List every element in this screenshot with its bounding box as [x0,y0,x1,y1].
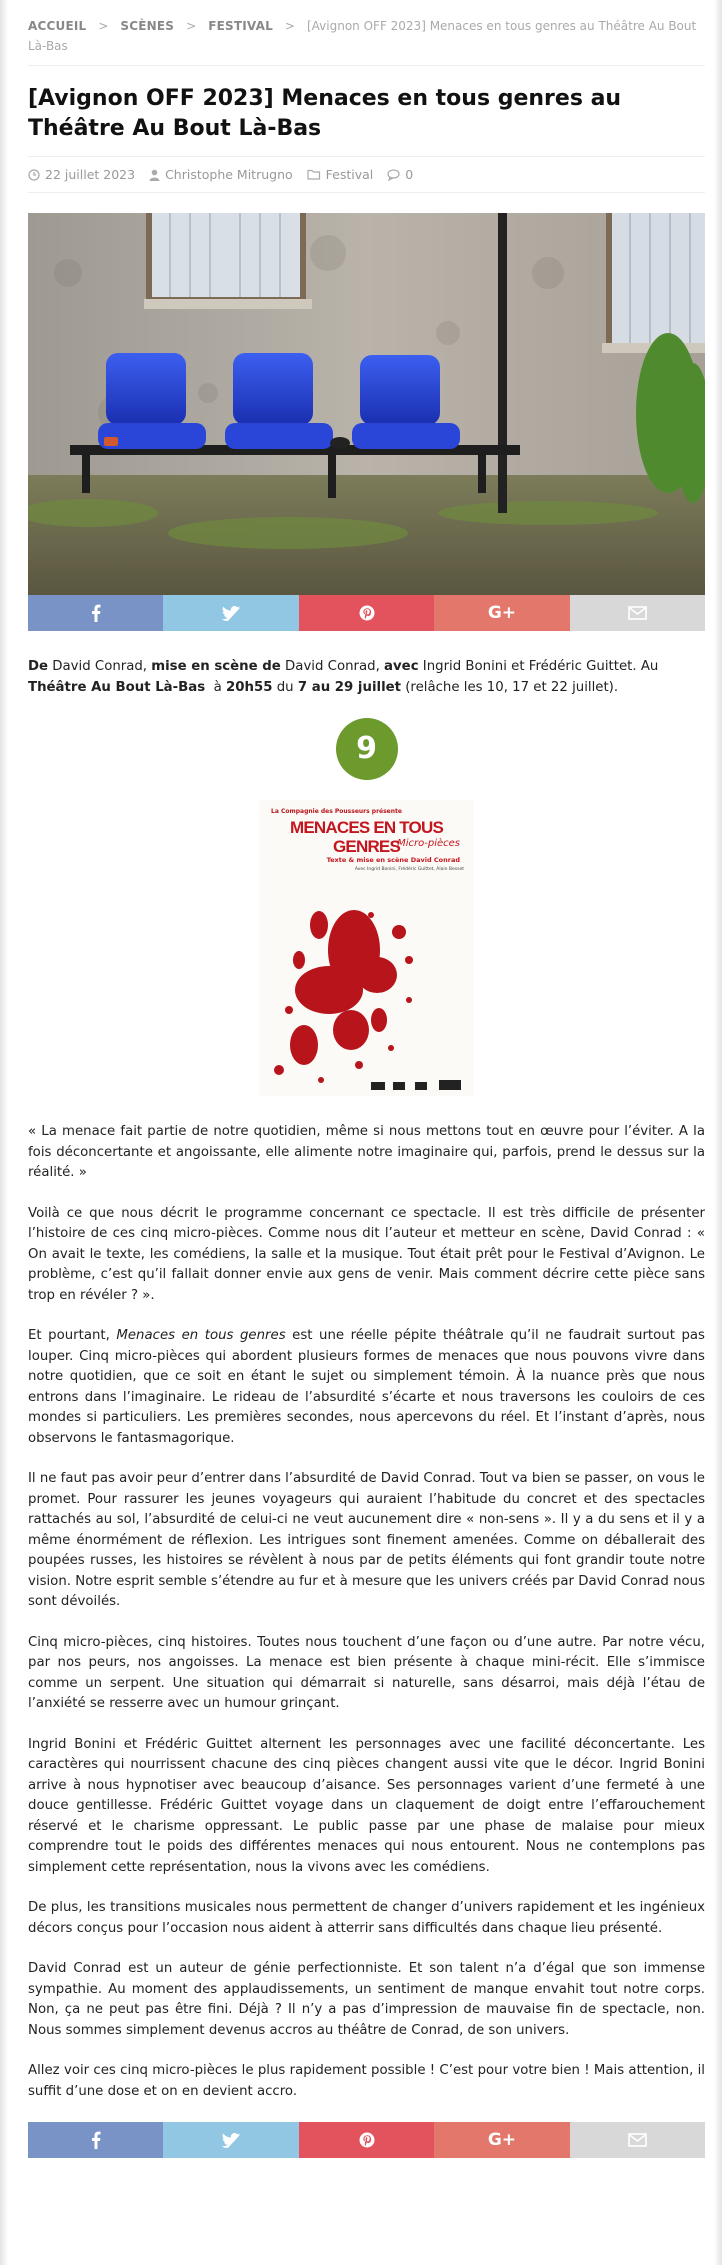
article-paragraph: De plus, les transitions musicales nous permettent de changer d’univers rapidement et les ingénieux décors conçus pour l’occasion nous aident à atterrir sans difficultés dans chaque lieu présenté. [28,1900,705,1936]
poster-subtitle: Micro-pièces [397,838,460,849]
article-paragraph: Il ne faut pas avoir peur d’entrer dans l’absurdité de David Conrad. Tout va bien se passer, on vous le promet. Pour rassurer les jeunes voyageurs qui auraient l’habitude du concret et des spectacles rattachés au sol, l’absurdité de celui-ci ne veut aucunement dire « non-sens ». Il y a du sens et il y a même énormément de réflexion. Les intrigues sont finement amenées. Comme on déballerait des poupées russes, les histoires se révèlent à nous par de petits éléments qui font grandir toute notre vision. Notre esprit semble s’étendre au fur et à mesure que les univers créés par David Conrad nous sont dévoilés. [28,1471,705,1609]
article-paragraph: Allez voir ces cinq micro-pièces le plus rapidement possible ! C’est pour votre bien ! Mais attention, il suffit d’une dose et on en devient accro. [28,2063,705,2099]
credits-dates: 7 au 29 juillet [297,679,401,695]
twitter-icon [222,606,240,621]
pinterest-share-button[interactable] [299,595,434,631]
facebook-share-button[interactable] [28,2122,163,2158]
share-bar-top [28,595,705,631]
facebook-icon [91,604,101,622]
post-date [28,167,135,182]
breadcrumb-current: [Avignon OFF 2023] Menaces en tous genres au Théâtre Au Bout Là-Bas [28,19,697,53]
breadcrumb [28,16,705,66]
poster-company: La Compagnie des Pousseurs présente [271,808,402,815]
twitter-icon [222,2133,240,2148]
email-share-button[interactable] [570,2122,705,2158]
post-date-text: 22 juillet 2023 [45,167,136,182]
post-author[interactable] [149,167,293,182]
credits-theatre: Théâtre Au Bout Là-Bas [28,679,206,695]
breadcrumb-festival[interactable]: FESTIVAL [208,19,273,33]
twitter-share-button[interactable] [163,595,298,631]
share-bar-bottom [28,2122,705,2158]
pinterest-icon [359,2132,375,2148]
post-content [28,0,705,2158]
poster-title: MENACES EN TOUS GENRES [290,818,443,856]
google-plus-icon: G+ [487,603,517,623]
post-author-text[interactable]: Christophe Mitrugno [165,167,293,182]
folder-icon [307,169,321,180]
poster-credit-2: Avec Ingrid Bonini, Frédéric Guittet, Alain Besset [354,867,464,872]
show-title-italic: Menaces en tous genres [116,1328,286,1343]
post-category[interactable] [307,167,374,182]
p3-start: Et pourtant, [28,1328,117,1343]
article-paragraph: David Conrad est un auteur de génie perfectionniste. Et son talent n’a d’égal que son immense sympathie. Au moment des applaudissements, un sentiment de manque envahit tout notre corps. Non, ça ne peut pas être fini. Déjà ? Il n’y a pas d’impression de mauvaise fin de spectacle, non. Nous sommes simplement devenus accros au théâtre de Conrad, de son univers. [28,1961,705,2038]
clock-icon [28,169,40,181]
user-icon [149,169,160,181]
credits-relache: (relâche les 10, 17 et 22 juillet). [401,679,619,695]
breadcrumb-separator: > [98,19,109,33]
credits-du: du [272,679,298,695]
post-title: [Avignon OFF 2023] Menaces en tous genres au Théâtre Au Bout Là-Bas [28,84,705,157]
poster-wrap [28,800,705,1096]
facebook-icon [91,2131,101,2149]
twitter-share-button[interactable] [163,2122,298,2158]
article-body [28,657,705,2102]
comment-icon [387,169,400,181]
breadcrumb-home[interactable]: ACCUEIL [28,19,87,33]
credits-time: 20h55 [226,679,273,695]
mail-icon [628,2133,647,2147]
article-paragraph: Ingrid Bonini et Frédéric Guittet alternent les personnages avec une facilité déconcertante. Les caractères qui nourrissent chacune des cinq pièces changent aussi vite que le décor. Ingrid Bonini arrive à nous hypnotiser avec beaucoup d’aisance. Ses personnages varient d’une fermeté à une douce gentillesse. Frédéric Guittet voyage dans un claquement de doigt entre l’effarouchement réservé et le charisme oppressant. Le public passe par une phase de malaise pour mieux comprendre tout le poids des différentes menaces qui nous entourent. Nous ne contemplons pas simplement cette représentation, nous la vivons avec les comédiens. [28,1736,705,1875]
google-plus-icon: G+ [487,2130,517,2150]
article-paragraph: Cinq micro-pièces, cinq histoires. Toutes nous touchent d’une façon ou d’une autre. Par notre vécu, par nos peurs, nos angoisses. La menace est bien présente à chaque mini-récit. Elle s’immisce comme un serpent. Une situation qui démarrait si naturelle, sans désarroi, mais déjà l’étau de l’anxiété se resserre avec un humour grinçant. [28,1634,705,1711]
article-paragraph: « La menace fait partie de notre quotidien, même si nous mettons tout en œuvre pour l’éviter. A la fois déconcertante et angoissante, elle alimente notre imaginaire qui, parfois, prend le dessus sur la réalité. » [28,1124,705,1180]
breadcrumb-separator: > [186,19,197,33]
mail-icon [628,606,647,620]
credits-director: David Conrad, [280,659,385,674]
left-shadow [0,0,8,2265]
rating-badge [336,718,398,780]
p3-rest: est une réelle pépite théâtrale qu’il ne faudrait surtout pas louper. Cinq micro-pièces qui abordent plusieurs formes de menaces que nous pouvons vivre dans notre quotidien, que ce soit en étant le sujet ou simplement témoin. À la nuance près que nous entrons dans l’imaginaire. Le rideau de l’absurdité s’écarte et nous traversons les couloirs de ces mondes si particuliers. Les premières secondes, nous apercevons du réel. Et l’instant d’après, nous observons le fantasmagorique. [28,1328,705,1446]
breadcrumb-scenes[interactable]: SCÈNES [120,19,175,33]
credits-de: De [28,659,49,674]
article-paragraph: Voilà ce que nous décrit le programme concernant ce spectacle. Il est très difficile de présenter l’histoire de ces cinq micro-pièces. Comme nous dit l’auteur et metteur en scène, David Conrad : « On avait le texte, les comédiens, la salle et la musique. Tout était prêt pour le Festival d’Avignon. Le problème, c’est qu’il fallait donner envie aux gens de venir. Mais comment décrire cette pièce sans trop en révéler ? ». [28,1205,705,1303]
google-plus-share-button[interactable] [434,2122,569,2158]
credits-cast: Ingrid Bonini et Frédéric Guittet. Au [418,659,659,674]
featured-photo [28,213,705,595]
right-shadow [714,0,722,2265]
article-paragraph [28,1326,705,1449]
breadcrumb-separator: > [284,19,295,33]
credits-author: David Conrad, [48,659,152,674]
credits-at: à [205,679,227,695]
post-comments[interactable] [387,167,413,182]
poster-credit-1: Texte & mise en scène David Conrad [326,856,460,864]
show-poster [259,800,474,1096]
credits-mise: mise en scène de [151,659,281,674]
pinterest-icon [359,605,375,621]
featured-image [28,213,705,595]
email-share-button[interactable] [570,595,705,631]
credits-avec: avec [384,659,419,674]
rating-number: 9 [356,730,377,766]
post-comments-count[interactable]: 0 [405,167,414,182]
post-meta [28,167,705,193]
pinterest-share-button[interactable] [299,2122,434,2158]
google-plus-share-button[interactable] [434,595,569,631]
facebook-share-button[interactable] [28,595,163,631]
show-credits [28,657,705,698]
post-category-text[interactable]: Festival [325,167,374,182]
rating-badge-wrap [28,718,705,780]
